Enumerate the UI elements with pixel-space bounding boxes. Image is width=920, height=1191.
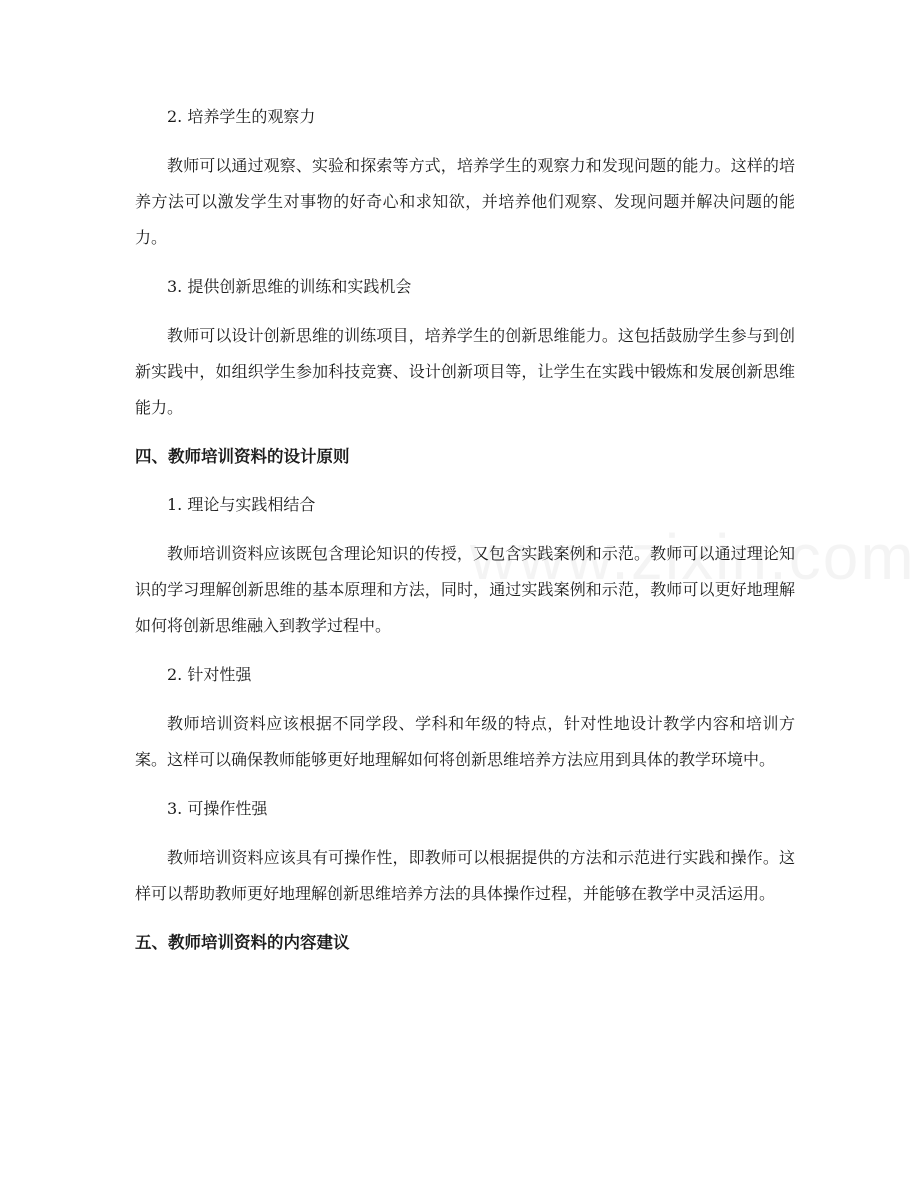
subsection-title: 1. 理论与实践相结合 — [167, 495, 316, 514]
paragraph: 教师可以设计创新思维的训练项目，培养学生的创新思维能力。这包括鼓励学生参与到创新实践中，如组织学生参加科技竞赛、设计创新项目等，让学生在实践中锻炼和发展创新思维能力。 — [135, 326, 795, 417]
subsection-title: 3. 可操作性强 — [167, 799, 268, 818]
paragraph: 教师培训资料应该具有可操作性，即教师可以根据提供的方法和示范进行实践和操作。这样可以帮助教师更好地理解创新思维培养方法的具体操作过程，并能够在教学中灵活运用。 — [135, 848, 795, 903]
paragraph: 教师培训资料应该既包含理论知识的传授，又包含实践案例和示范。教师可以通过理论知识的学习理解创新思维的基本原理和方法，同时，通过实践案例和示范，教师可以更好地理解如何将创新思维融入到教学过程中。 — [135, 544, 795, 635]
paragraph: 教师培训资料应该根据不同学段、学科和年级的特点，针对性地设计教学内容和培训方案。这样可以确保教师能够更好地理解如何将创新思维培养方法应用到具体的教学环境中。 — [135, 714, 795, 769]
section-heading: 四、教师培训资料的设计原则 — [135, 447, 350, 466]
subsection-title: 3. 提供创新思维的训练和实践机会 — [167, 277, 412, 296]
section-heading: 五、教师培训资料的内容建议 — [135, 933, 350, 952]
document-body — [135, 100, 795, 974]
subsection-title: 2. 针对性强 — [167, 665, 252, 684]
paragraph: 教师可以通过观察、实验和探索等方式，培养学生的观察力和发现问题的能力。这样的培养方法可以激发学生对事物的好奇心和求知欲，并培养他们观察、发现问题并解决问题的能力。 — [135, 156, 795, 247]
subsection-title: 2. 培养学生的观察力 — [167, 107, 316, 126]
